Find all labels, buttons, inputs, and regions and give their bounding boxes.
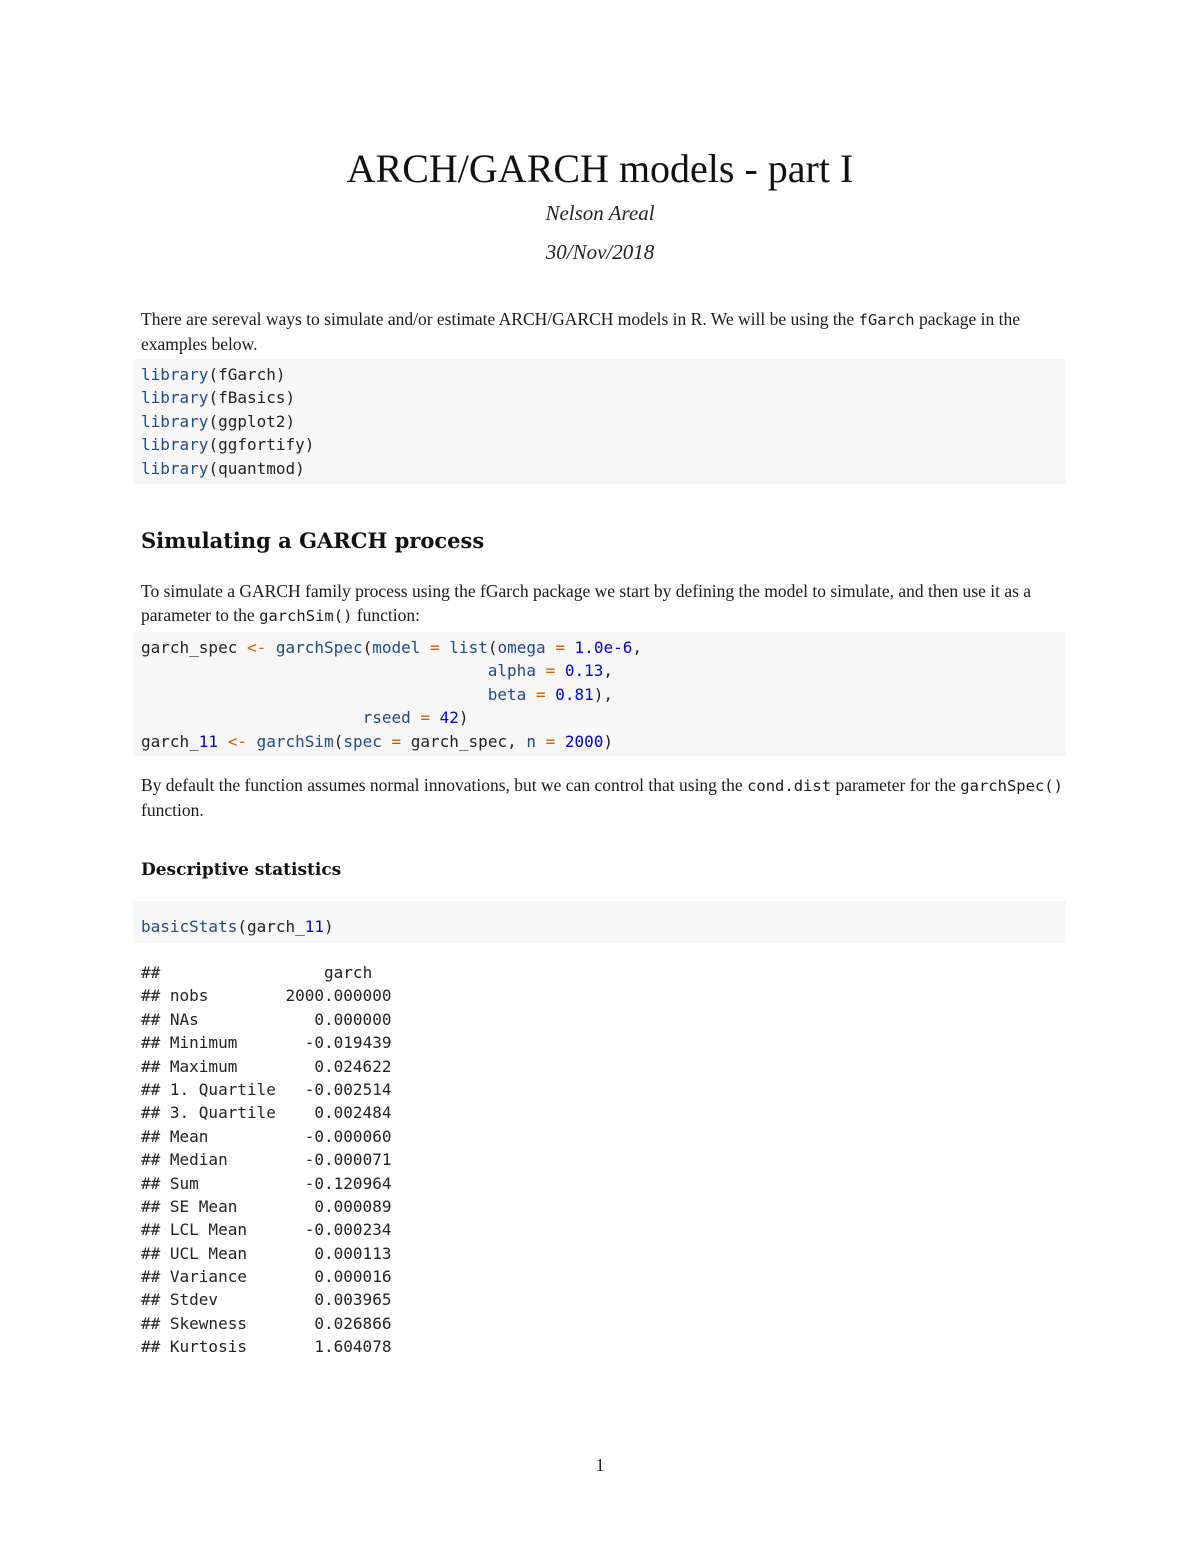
output-label: ## 3. Quartile <box>141 1103 315 1123</box>
library-code-block <box>133 359 1066 484</box>
document-date: 30/Nov/2018 <box>545 240 655 264</box>
code-argument-name: n <box>526 731 536 751</box>
simulating-code-garchsim: garchSim() <box>259 607 353 625</box>
output-line <box>141 984 841 1007</box>
output-label: ## <box>141 963 325 982</box>
code-function: list <box>449 638 488 657</box>
code-argument: (fGarch) <box>208 365 286 384</box>
code-operator: <- <box>246 638 267 657</box>
code-paren: ( <box>487 638 498 657</box>
code-function: garchSpec <box>275 638 363 657</box>
output-line <box>141 1312 841 1335</box>
output-value: 1.604078 <box>314 1337 392 1357</box>
output-label: ## Variance <box>141 1267 315 1287</box>
code-line <box>141 706 1058 729</box>
code-number: 11 <box>304 917 325 936</box>
code-argument-name: model <box>372 638 421 657</box>
code-argument-name: omega <box>497 638 546 657</box>
document-title: ARCH/GARCH models - part I <box>346 146 854 191</box>
code-number: 0.13 <box>564 661 604 681</box>
code-number: 42 <box>439 708 459 728</box>
output-line <box>141 1031 841 1054</box>
code-operator: = <box>420 638 450 657</box>
output-line <box>141 1125 841 1148</box>
code-line <box>141 659 1058 682</box>
output-line <box>141 1265 841 1288</box>
code-argument-name: rseed <box>362 708 411 728</box>
code-operator: <- <box>227 731 247 751</box>
garch-spec-code-block <box>133 632 1066 756</box>
code-line <box>141 410 1058 433</box>
output-value: 0.000016 <box>314 1267 392 1287</box>
output-value: 0.002484 <box>314 1103 392 1123</box>
code-paren: ( <box>362 638 373 657</box>
output-line <box>141 1172 841 1195</box>
output-line <box>141 1101 841 1124</box>
code-number: 2000 <box>564 731 604 751</box>
code-line <box>141 386 1058 409</box>
basicstats-code-block <box>133 901 1066 943</box>
basicstats-output <box>141 961 841 1359</box>
code-function: library <box>141 388 209 408</box>
code-variable: garch_ <box>141 731 199 751</box>
output-label: ## Minimum <box>141 1033 305 1053</box>
code-line <box>141 363 1058 386</box>
code-operator: = <box>535 661 565 681</box>
output-label: ## Maximum <box>141 1056 315 1076</box>
code-line <box>141 730 1058 753</box>
intro-text-1: There are sereval ways to simulate and/or estimate ARCH/GARCH models in R. We will be using the <box>141 309 859 329</box>
output-line <box>141 1078 841 1101</box>
output-value: 0.026866 <box>314 1313 392 1333</box>
output-label: ## LCL Mean <box>141 1220 305 1240</box>
output-line <box>141 1148 841 1171</box>
default-paragraph <box>141 773 1066 822</box>
code-paren: ( <box>333 731 344 751</box>
output-label: ## UCL Mean <box>141 1243 315 1263</box>
code-variable: garch_spec <box>141 638 247 657</box>
code-paren: ) <box>603 731 614 751</box>
output-value: 0.003965 <box>314 1290 392 1310</box>
code-variable: garch_spec, <box>410 731 527 751</box>
section-heading-simulating: Simulating a GARCH process <box>141 528 485 553</box>
output-label: ## Stdev <box>141 1290 315 1310</box>
output-line <box>141 1218 841 1241</box>
output-line <box>141 1335 841 1358</box>
code-function: basicStats <box>141 917 238 936</box>
code-number: 1.0e-6 <box>574 638 633 657</box>
output-value: 0.000089 <box>314 1196 392 1216</box>
output-value: -0.000060 <box>304 1126 392 1146</box>
code-argument: (garch_ <box>237 917 305 936</box>
output-label: ## Mean <box>141 1126 305 1146</box>
code-line <box>141 433 1058 456</box>
code-paren: ) <box>458 708 469 728</box>
code-function: library <box>141 435 209 455</box>
default-text-3: function. <box>141 800 204 820</box>
output-value: 0.000113 <box>314 1243 392 1263</box>
code-number: 0.81 <box>555 684 594 704</box>
document-author: Nelson Areal <box>545 201 655 225</box>
code-number: 11 <box>198 731 219 751</box>
output-value: 2000.000000 <box>285 986 392 1006</box>
output-value: -0.019439 <box>304 1033 392 1053</box>
simulating-text-2: function: <box>352 605 420 625</box>
default-code-conddist: cond.dist <box>747 777 832 795</box>
output-label: ## NAs <box>141 1009 315 1029</box>
output-line <box>141 1242 841 1265</box>
code-argument-name: spec <box>343 731 382 751</box>
code-line <box>141 636 1058 659</box>
code-function: library <box>141 458 209 478</box>
output-line <box>141 1288 841 1311</box>
code-operator: = <box>381 731 411 751</box>
code-line <box>141 457 1058 480</box>
default-code-garchspec: garchSpec() <box>960 777 1063 795</box>
output-label: ## nobs <box>141 986 286 1006</box>
simulating-text-1: To simulate a GARCH family process using the fGarch package we start by defining the model to simulate, and then use it as a parameter to the <box>141 581 1032 625</box>
output-value: 0.000000 <box>314 1009 392 1029</box>
code-argument: (ggplot2) <box>208 411 296 431</box>
output-label: ## Sum <box>141 1173 305 1193</box>
code-paren: ), <box>593 684 614 704</box>
simulating-paragraph <box>141 579 1066 628</box>
output-line <box>141 1195 841 1218</box>
code-operator: = <box>410 708 440 728</box>
output-value: -0.000071 <box>304 1150 392 1170</box>
code-function: garchSim <box>256 731 334 751</box>
intro-text-2: package in the examples below. <box>141 309 1021 354</box>
page-number: 1 <box>595 1455 605 1475</box>
code-operator: = <box>545 638 575 657</box>
output-label: ## Skewness <box>141 1313 315 1333</box>
output-value: -0.000234 <box>304 1220 392 1240</box>
code-line <box>141 683 1058 706</box>
default-text-2: parameter for the <box>831 775 961 795</box>
code-argument: (fBasics) <box>208 388 296 408</box>
code-argument: (quantmod) <box>208 458 305 478</box>
output-label: ## Kurtosis <box>141 1337 315 1357</box>
output-value: -0.120964 <box>304 1173 392 1193</box>
output-label: ## 1. Quartile <box>141 1079 305 1099</box>
output-value: 0.024622 <box>314 1056 392 1076</box>
output-line <box>141 1008 841 1031</box>
output-value: -0.002514 <box>304 1079 392 1099</box>
intro-code-package: fGarch <box>858 311 915 329</box>
code-function: library <box>141 365 209 384</box>
code-comma: , <box>632 638 642 657</box>
code-argument-name: alpha <box>487 661 536 681</box>
output-line <box>141 961 841 984</box>
output-label: ## SE Mean <box>141 1196 315 1216</box>
output-label: ## Median <box>141 1150 305 1170</box>
output-line <box>141 1055 841 1078</box>
code-operator: = <box>526 684 556 704</box>
code-function: library <box>141 411 209 431</box>
default-text-1: By default the function assumes normal innovations, but we can control that using the <box>141 775 748 795</box>
code-argument: (ggfortify) <box>208 435 315 455</box>
code-line <box>141 915 1058 938</box>
code-paren: ) <box>324 917 334 936</box>
code-operator: = <box>535 731 565 751</box>
code-comma: , <box>603 661 614 681</box>
intro-paragraph <box>141 307 1066 356</box>
code-argument-name: beta <box>487 684 527 704</box>
section-heading-descriptive: Descriptive statistics <box>141 860 342 880</box>
output-value: garch <box>324 963 373 982</box>
